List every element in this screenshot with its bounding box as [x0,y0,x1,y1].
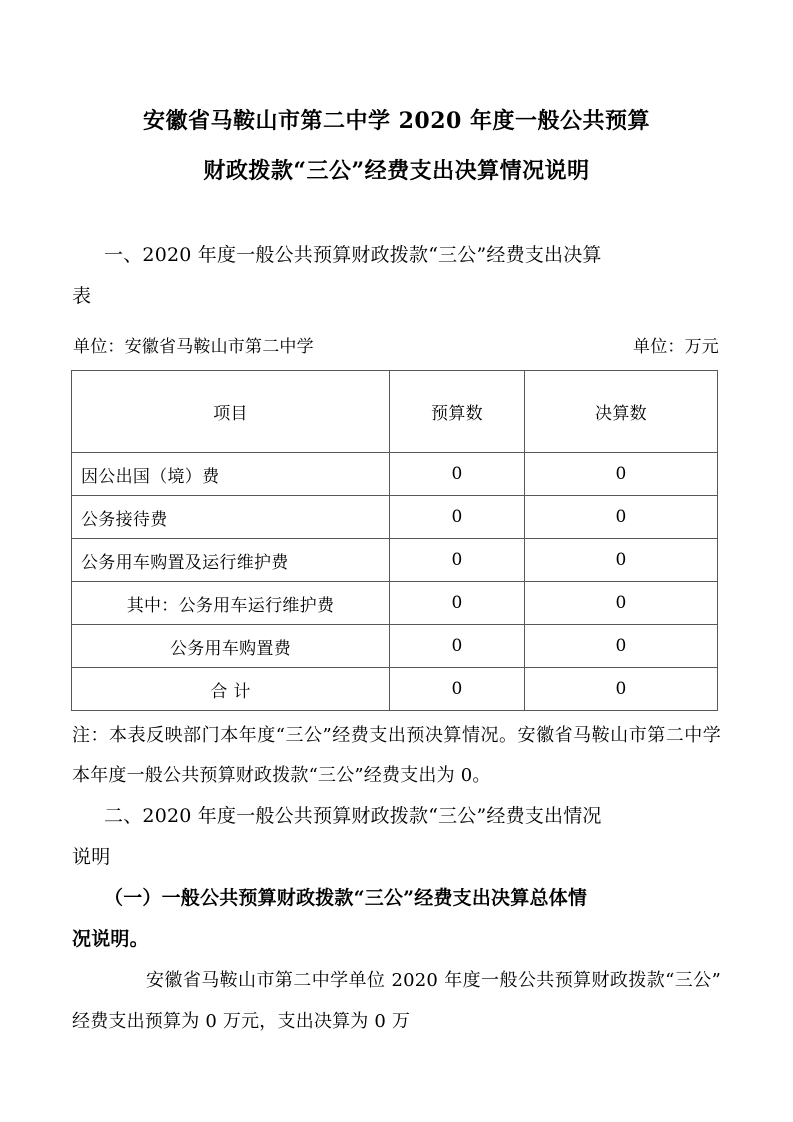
table-cell-item: 因公出国（境）费 [72,453,390,496]
table-row [72,496,718,539]
table-cell-item: 其中：公务用车运行维护费 [72,582,390,625]
table-header-budget: 预算数 [390,371,525,453]
unit-measure-label: 单位：万元 [633,337,719,357]
three-public-expense-table [71,370,718,711]
closing-paragraph: 安徽省马鞍山市第二中学单位 2020 年度一般公共预算财政拨款“三公”经费支出预算为 0 万元，支出决算为 0 万 [72,970,721,1032]
table-cell-budget: 0 [390,539,525,582]
table-cell-budget-total: 0 [390,668,525,711]
table-cell-final: 0 [525,496,718,539]
table-note: 注：本表反映部门本年度“三公”经费支出预决算情况。安徽省马鞍山市第二中学本年度一般公共预算财政拨款“三公”经费支出为 0。 [72,725,721,786]
subsection-heading-one-line-1: （一）一般公共预算财政拨款“三公”经费支出决算总体情 [104,887,588,909]
table-header-final: 决算数 [525,371,718,453]
table-row [72,582,718,625]
table-cell-final: 0 [525,582,718,625]
table-cell-item: 公务用车购置及运行维护费 [72,539,390,582]
document-title-line-1: 安徽省马鞍山市第二中学 2020 年度一般公共预算 [142,108,651,134]
table-cell-item: 公务用车购置费 [72,625,390,668]
section-heading-two-line-1: 二、2020 年度一般公共预算财政拨款“三公”经费支出情况 [104,805,602,827]
document-title [72,0,721,196]
table-cell-budget: 0 [390,625,525,668]
subsection-heading-one [72,878,721,960]
section-heading-two-line-2: 说明 [72,846,111,868]
table-cell-budget: 0 [390,582,525,625]
table-header-item: 项目 [72,371,390,453]
table-row [72,453,718,496]
unit-organization-label: 单位：安徽省马鞍山市第二中学 [73,337,314,357]
section-heading-one-line-2: 表 [72,285,92,307]
table-cell-final-total: 0 [525,668,718,711]
table-cell-item-total: 合 计 [72,668,390,711]
table-unit-row [72,317,721,370]
document-title-line-2: 财政拨款“三公”经费支出决算情况说明 [203,158,590,184]
table-cell-item: 公务接待费 [72,496,390,539]
section-heading-one-line-1: 一、2020 年度一般公共预算财政拨款“三公”经费支出决算 [104,244,602,266]
table-cell-final: 0 [525,453,718,496]
subsection-heading-one-line-2: 况说明。 [72,928,149,950]
section-heading-one [72,196,721,317]
table-cell-budget: 0 [390,496,525,539]
table-row [72,539,718,582]
section-heading-two [72,796,721,878]
table-cell-budget: 0 [390,453,525,496]
table-header-row [72,371,718,453]
table-row-total [72,668,718,711]
table-row [72,625,718,668]
table-cell-final: 0 [525,539,718,582]
table-cell-final: 0 [525,625,718,668]
